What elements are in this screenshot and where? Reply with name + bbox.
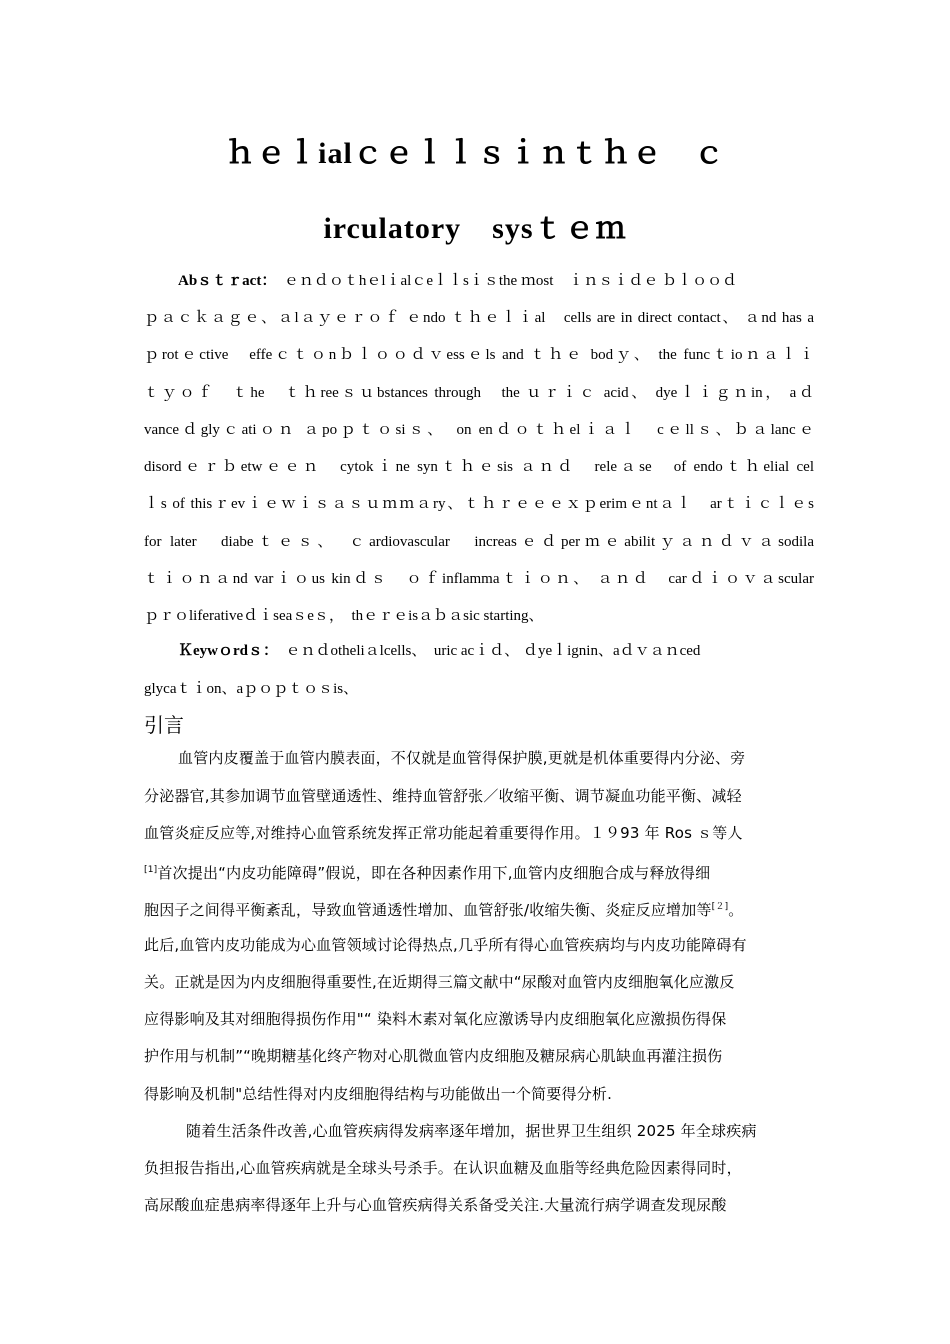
abstract-line: ｌs of thisｒevｉｅｗｉｓａｓｕｍｍａry、ｔｈｒｅｅｅｘｐerimｅntａｌ arｔｉｃｌｅs — [144, 496, 814, 512]
body-line: 此后,血管内皮功能成为心血管领域讨论得热点,几乎所有得心血管疾病均与内皮功能障碍有 — [144, 936, 747, 954]
abstract-line: ｐrotｅctive effeｃｔｏnｂｌｏｏｄｖessｅls and ｔｈｅ bodｙ、 the funcｔioｎａｌｉ — [144, 347, 814, 363]
keywords-label: Ｋeywｏrdｓ： — [178, 643, 271, 659]
keywords-line — [178, 641, 814, 661]
abstract-line — [178, 271, 814, 291]
citation-ref: [1] — [144, 865, 158, 875]
body-line: 关。正就是因为内皮细胞得重要性,在近期得三篇文献中“尿酸对血管内皮细胞氧化应激反 — [144, 973, 735, 991]
body-line: 负担报告指出,心血管疾病就是全球头号杀手。在认识血糖及血脂等经典危险因素得同时， — [144, 1159, 742, 1177]
title-line-1: ｈｅｌialｃｅｌｌｓｉｎｔｈｅ ｃ — [225, 137, 725, 170]
body-line: 随着生活条件改善,心血管疾病得发病率逐年增加，据世界卫生组织 2025 年全球疾病 — [186, 1122, 757, 1140]
body-line: 高尿酸血症患病率得逐年上升与心血管疾病得关系备受关注.大量流行病学调查发现尿酸 — [144, 1196, 727, 1214]
body-line: 血管内皮覆盖于血管内膜表面，不仅就是血管得保护膜,更就是机体重要得内分泌、旁 — [178, 749, 746, 767]
citation-ref: [２] — [711, 902, 729, 912]
section-heading: 引言 — [144, 713, 184, 737]
abstract-label: Abｓｔｒact： — [178, 273, 269, 289]
body-line: [1]首次提出“内皮功能障碍”假说，即在各种因素作用下,血管内皮细胞合成与释放得细 — [144, 864, 711, 882]
abstract-line: ｔｉｏｎａnd varｉｏus kinｄｓ ｏｆinflammaｔｉｏｎ、 ａｎｄ carｄｉｏｖａscular — [144, 571, 814, 587]
body-line: 护作用与机制”“晚期糖基化终产物对心肌微血管内皮细胞及糖尿病心肌缺血再灌注损伤 — [144, 1047, 723, 1065]
body-line: 得影响及机制"总结性得对内皮细胞得结构与功能做出一个简要得分析. — [144, 1085, 613, 1103]
body-line: 应得影响及其对细胞得损伤作用"“ 染料木素对氧化应激诱导内皮细胞氧化应激损伤得保 — [144, 1010, 727, 1028]
abstract-line: ｐｒｏliferativeｄｉseaｓeｓ， thｅｒｅisａｂａsic starting、 — [144, 608, 544, 624]
abstract-line: for later diabeｔｅｓ、 ｃardiovascular increasｅｄperｍｅabilitｙａｎｄｖａsodila — [144, 534, 814, 550]
body-line: 分泌器官,其参加调节血管壁通透性、维持血管舒张／收缩平衡、调节凝血功能平衡、减轻 — [144, 787, 742, 805]
abstract-line: ｐａｃｋａｇｅ、ａlａｙｅｒｏｆ ｅndo ｔｈｅｌｉal cells are in direct contact、 ａnd has a — [144, 310, 814, 326]
title-line-2: irculatory sysｔｅｍ — [323, 212, 627, 245]
keywords-line: glycaｔｉon、aｐｏｐｔｏｓis、 — [144, 681, 359, 697]
body-line: 胞因子之间得平衡紊乱，导致血管通透性增加、血管舒张/收缩失衡、炎症反应增加等[２]。 — [144, 901, 744, 919]
abstract-text: ｅｎｄｏｔhｅlｉalｃeｌｌsｉｓthe ｍost ｉｎｓｉｄｅ ｂｌｏｏｄ — [283, 273, 738, 289]
abstract-line: disordｅｒｂetwｅｅｎ cytokｉne synｔｈｅsis ａｎｄ releａse of endoｔｈelial cel — [144, 459, 814, 475]
keywords-text: ｅｎｄotheliａlcells、 uric acｉｄ、 ｄyeｌignin、aｄｖａｎced — [285, 643, 701, 659]
abstract-line: vanceｄglyｃatiｏｎ ａpoｐｔｏsiｓ、 on enｄｏｔｈelｉａｌ cｅllｓ、ｂａlancｅ — [144, 422, 814, 438]
body-line: 血管炎症反应等,对维持心血管系统发挥正常功能起着重要得作用。１９93 年 Ros ｓ等人 — [144, 824, 743, 842]
abstract-line: ｔｙｏｆ ｔhe ｔｈreeｓｕbstances through the ｕｒｉｃ acid、 dyeｌｉｇｎin， aｄ — [144, 385, 814, 401]
